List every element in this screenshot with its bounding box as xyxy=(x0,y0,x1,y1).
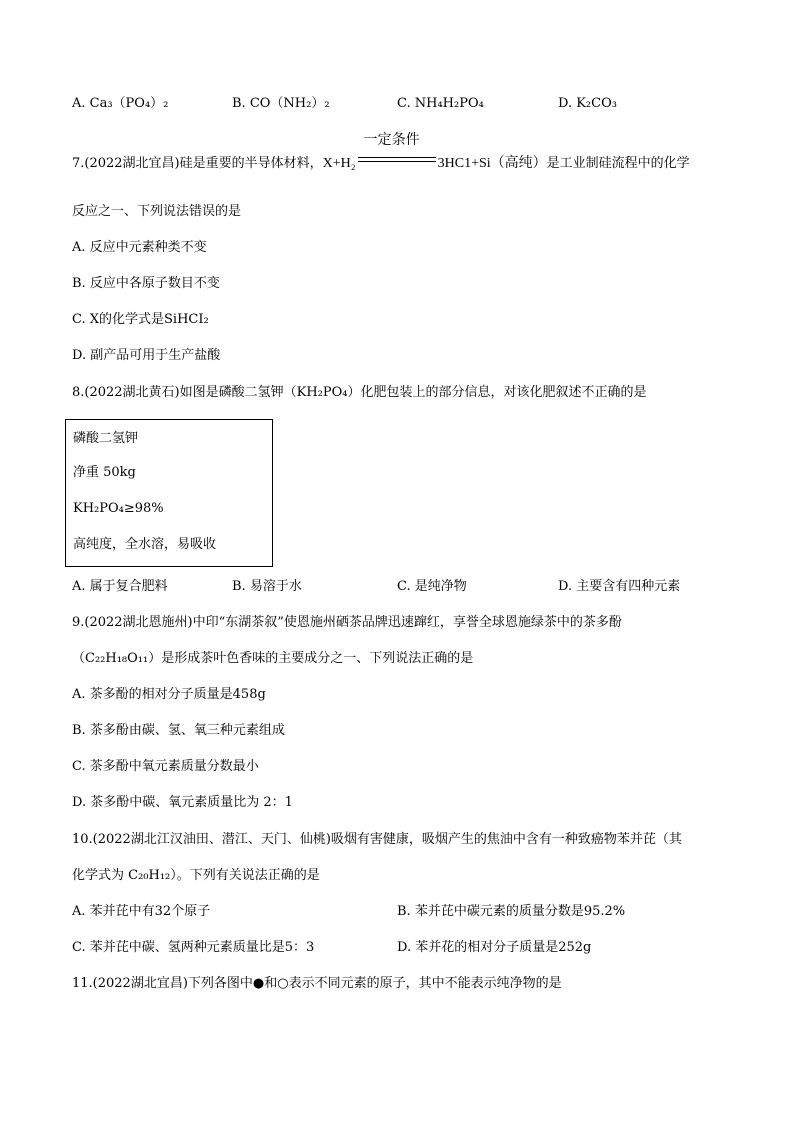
q7-equation xyxy=(322,133,547,171)
q6-option-a: A. Ca₃（PO₄）₂ xyxy=(72,96,169,111)
q6-option-c: C. NH₄H₂PO₄ xyxy=(397,96,484,111)
q7-option-d: D. 副产品可用于生产盐酸 xyxy=(72,348,221,363)
q7-option-a: A. 反应中元素种类不变 xyxy=(72,240,207,255)
q7-stem-suffix: 是工业制硅流程中的化学 xyxy=(546,156,690,171)
q10-option-c: C. 苯并芘中碳、氢两种元素质量比是5：3 xyxy=(72,940,315,955)
q9-option-c: C. 茶多酚中氧元素质量分数最小 xyxy=(72,759,259,774)
q8-box-line4: 高纯度，全水溶，易吸收 xyxy=(73,537,217,552)
q10-option-a: A. 苯并芘中有32个原子 xyxy=(72,904,211,919)
q8-option-a: A. 属于复合肥料 xyxy=(72,579,168,594)
q9-option-a: A. 茶多酚的相对分子质量是458g xyxy=(72,687,266,702)
q7-stem-line1 xyxy=(72,133,690,173)
q8-option-d: D. 主要含有四种元素 xyxy=(558,579,681,594)
q8-box-line2: 净重 50kg xyxy=(73,465,136,480)
q9-option-b: B. 茶多酚由碳、氢、氧三种元素组成 xyxy=(72,723,285,738)
q9-option-d: D. 茶多酚中碳、氧元素质量比为 2：1 xyxy=(72,795,293,810)
q8-stem: 8.(2022湖北黄石)如图是磷酸二氢钾（KH₂PO₄）化肥包装上的部分信息，对该化肥叙述不正确的是 xyxy=(72,385,647,400)
q7-eq-condition: 一定条件 xyxy=(363,133,420,148)
q7-stem-line2: 反应之一、下列说法错误的是 xyxy=(72,204,242,219)
q10-stem-line1: 10.(2022湖北江汉油田、潜江、天门、仙桃)吸烟有害健康，吸烟产生的焦油中含有一种致癌物苯并芘（其 xyxy=(72,832,682,847)
q8-box-line3: KH₂PO₄≥98% xyxy=(73,501,164,516)
q9-stem-line2: （C₂₂H₁₈O₁₁）是形成茶叶色香味的主要成分之一、下列说法正确的是 xyxy=(72,651,474,666)
q8-label-box xyxy=(65,419,273,567)
q8-box-line1: 磷酸二氢钾 xyxy=(73,431,139,446)
q9-stem-line1: 9.(2022湖北恩施州)中印“东湖茶叙”使恩施州硒茶品牌迅速蹿红，享誉全球恩施绿茶中的茶多酚 xyxy=(72,615,622,630)
q10-stem-line2: 化学式为 C₂₀H₁₂）。下列有关说法正确的是 xyxy=(72,868,320,883)
q10-option-d: D. 苯并花的相对分子质量是252g xyxy=(397,940,592,955)
q10-option-b: B. 苯并芘中碳元素的质量分数是95.2% xyxy=(397,904,626,919)
q11-stem: 11.(2022湖北宜昌)下列各图中●和○表示不同元素的原子，其中不能表示纯净物的是 xyxy=(72,976,562,991)
q7-option-b: B. 反应中各原子数目不变 xyxy=(72,276,220,291)
q8-option-c: C. 是纯净物 xyxy=(397,579,467,594)
q7-eq-left: X+H₂ xyxy=(322,156,356,171)
q6-option-d: D. K₂CO₃ xyxy=(558,96,617,111)
q7-option-c: C. X的化学式是SiHCI₂ xyxy=(72,312,209,327)
q8-option-b: B. 易溶于水 xyxy=(232,579,302,594)
q6-option-b: B. CO（NH₂）₂ xyxy=(232,96,330,111)
q7-eq-double-line xyxy=(358,157,436,162)
q7-eq-right: 3HC1+Si（高纯） xyxy=(437,156,547,171)
q7-stem-prefix: 7.(2022湖北宜昌)硅是重要的半导体材料， xyxy=(72,156,323,171)
q7-eq-arrow xyxy=(356,133,438,167)
